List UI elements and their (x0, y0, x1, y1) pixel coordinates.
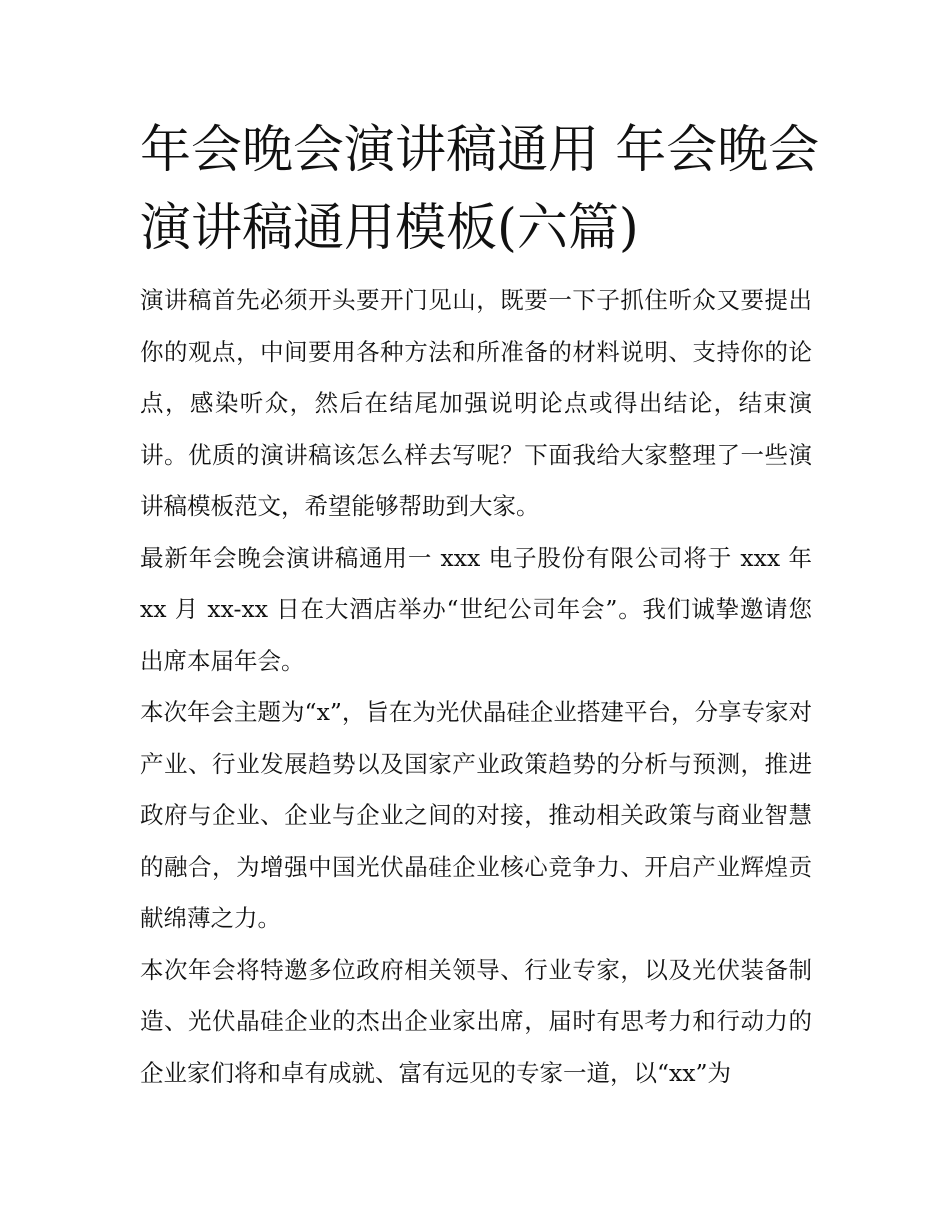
invitation-paragraph: 最新年会晚会演讲稿通用一 xxx 电子股份有限公司将于 xxx 年 xx 月 xx-xx 日在大酒店举办“世纪公司年会”。我们诚挚邀请您出席本届年会。 (140, 543, 812, 675)
theme-paragraph: 本次年会主题为“x”，旨在为光伏晶硅企业搭建平台，分享专家对产业、行业发展趋势以及国家产业政策趋势的分析与预测，推进政府与企业、企业与企业之间的对接，推动相关政策与商业智慧的融合，为增强中国光伏晶硅企业核心竞争力、开启产业辉煌贡献绵薄之力。 (140, 698, 812, 932)
document-title: 年会晚会演讲稿通用 年会晚会演讲稿通用模板(六篇) (140, 121, 820, 258)
guests-paragraph: 本次年会将特邀多位政府相关领导、行业专家，以及光伏装备制造、光伏晶硅企业的杰出企业家出席，届时有思考力和行动力的企业家们将和卓有成就、富有远见的专家一道，以“xx”为 (140, 955, 812, 1087)
intro-paragraph: 演讲稿首先必须开头要开门见山，既要一下子抓住听众又要提出你的观点，中间要用各种方法和所准备的材料说明、支持你的论点，感染听众，然后在结尾加强说明论点或得出结论，结束演讲。优质的演讲稿该怎么样去写呢？下面我给大家整理了一些演讲稿模板范文，希望能够帮助到大家。 (140, 286, 812, 520)
document-body (140, 275, 812, 1099)
